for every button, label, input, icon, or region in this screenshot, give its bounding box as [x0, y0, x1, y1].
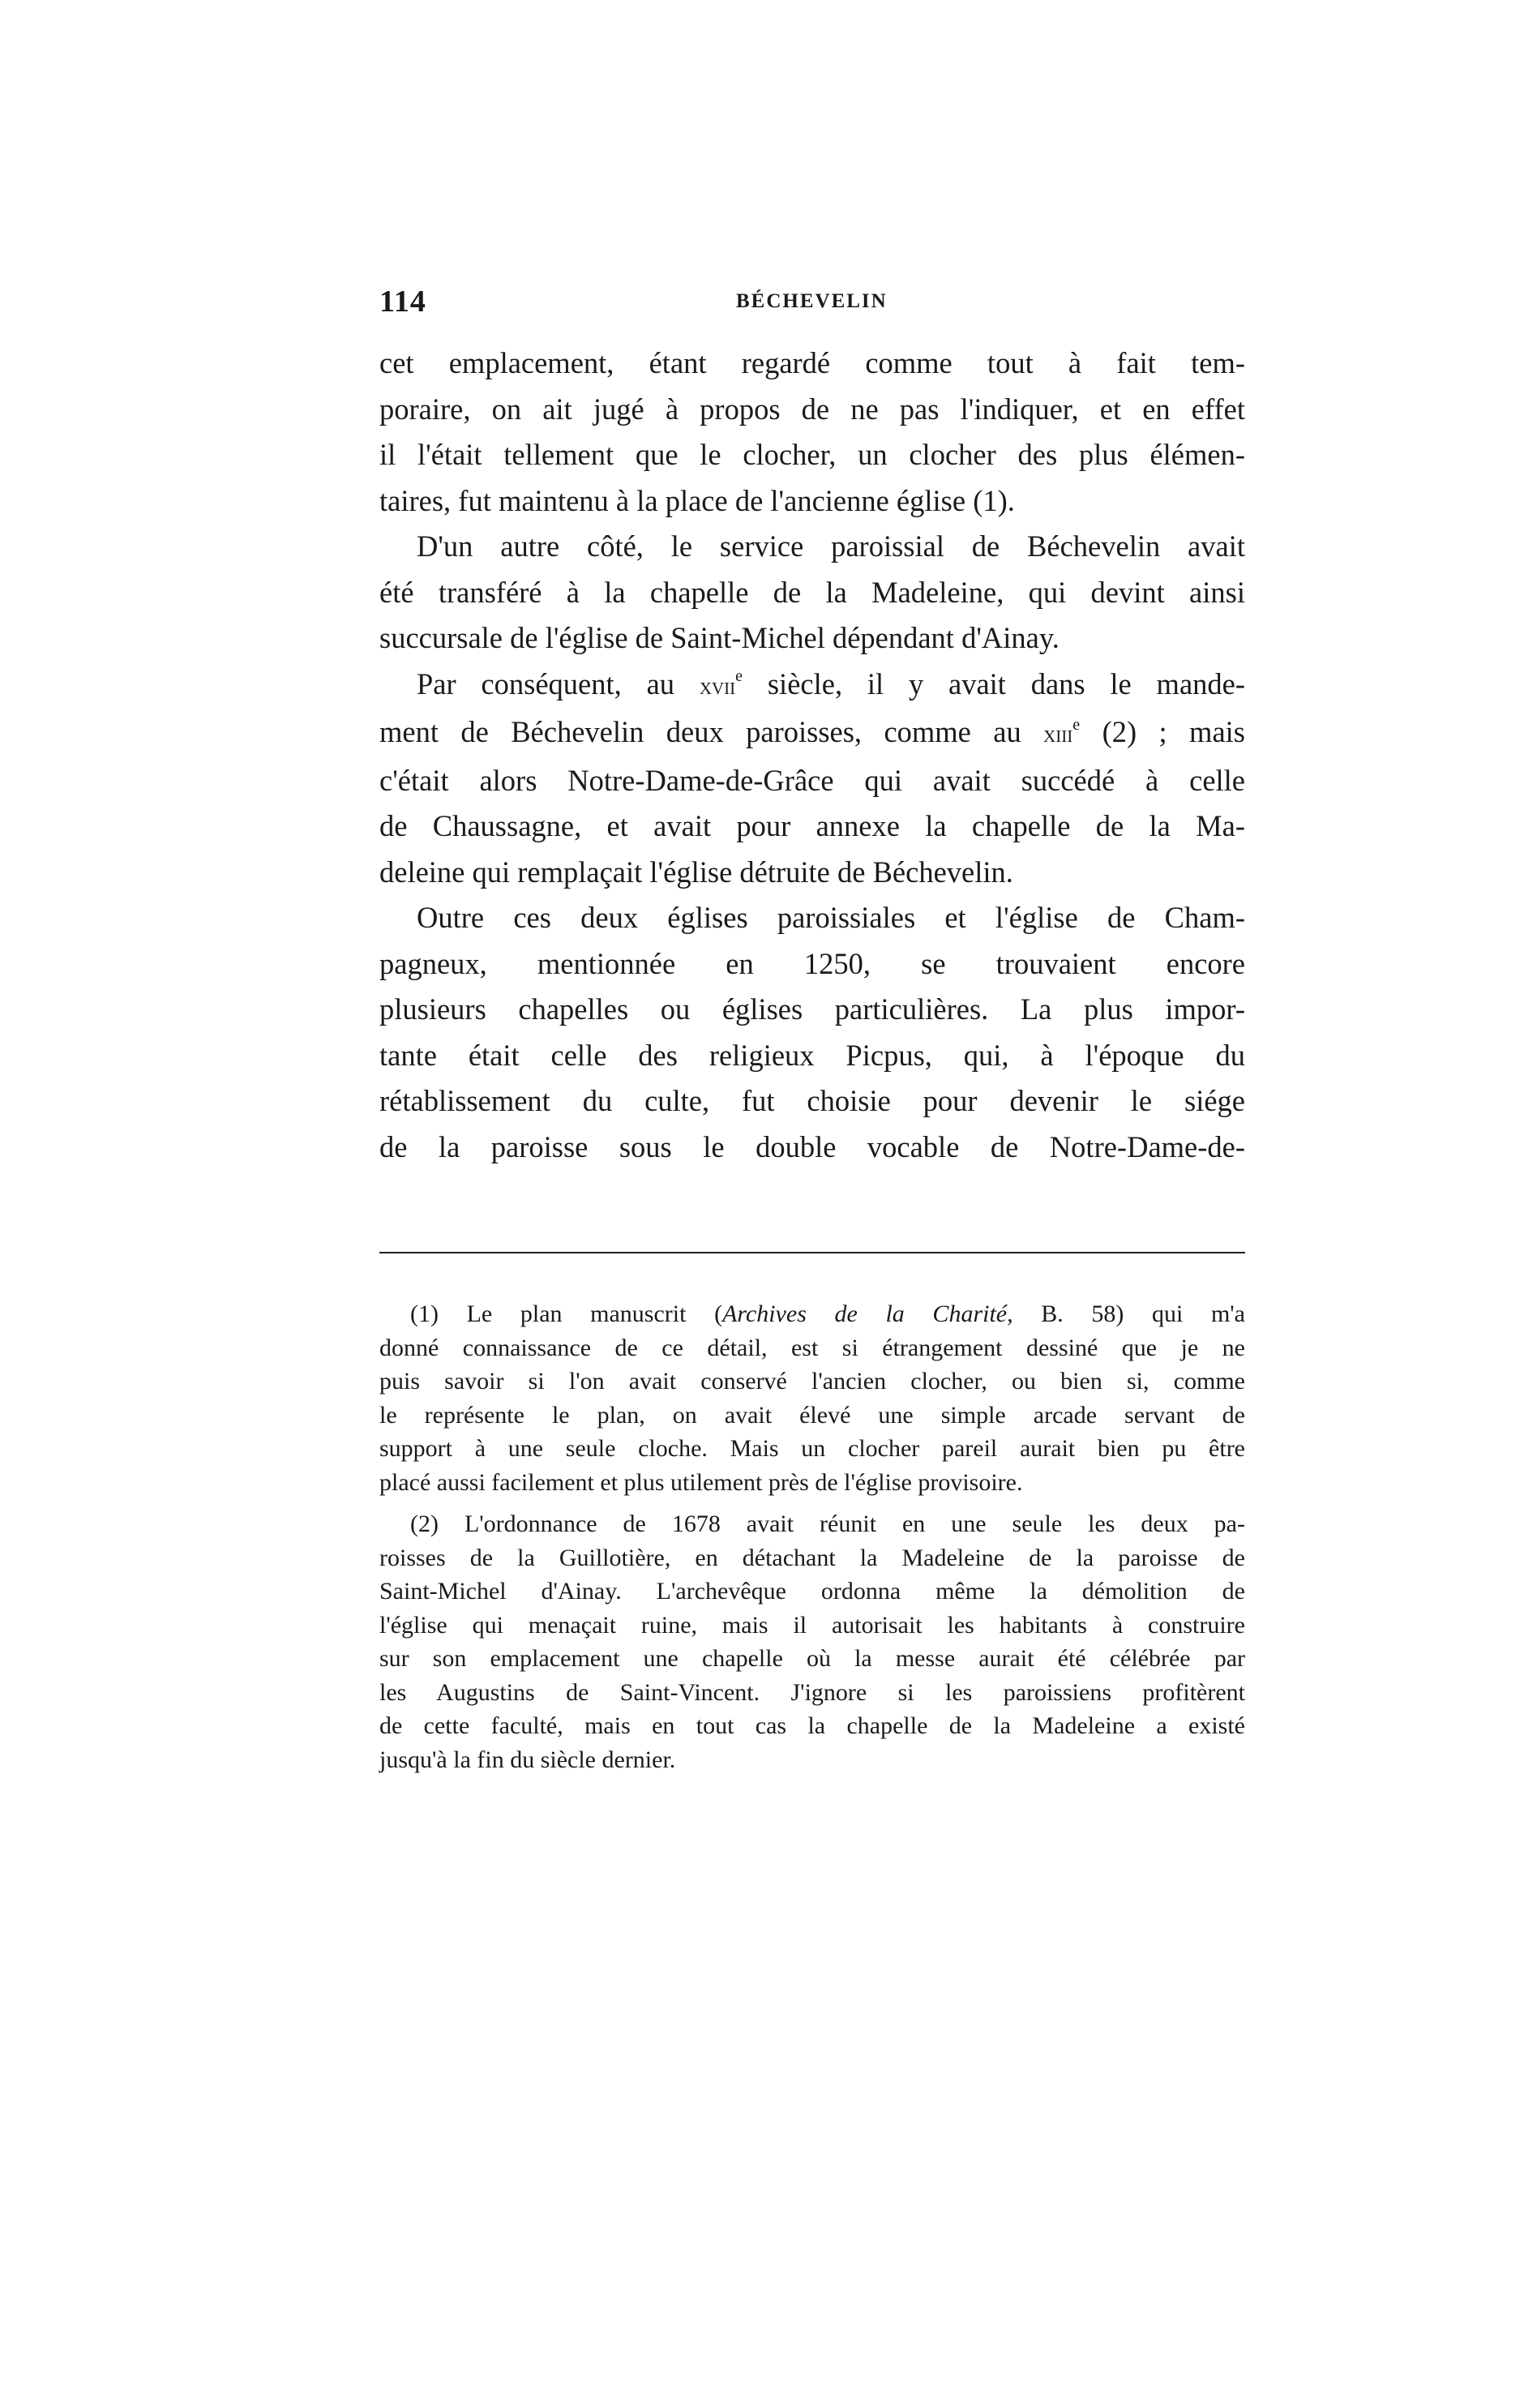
page-number: 114: [379, 285, 426, 319]
text-line: de la paroisse sous le double vocable de Notre-Dame-de-: [379, 1129, 1245, 1163]
text-line: D'un autre côté, le service paroissial de Béchevelin avait: [417, 529, 1245, 563]
text-line: de Chaussagne, et avait pour annexe la chapelle de la Ma-: [379, 809, 1245, 842]
running-head: [379, 284, 1245, 332]
text-segment: (1) Le plan manuscrit (: [410, 1300, 723, 1327]
text-line: pagneux, mentionnée en 1250, se trouvaient encore: [379, 946, 1245, 980]
footnote-line: jusqu'à la fin du siècle dernier.: [379, 1746, 676, 1773]
footnote-line: sur son emplacement une chapelle où la messe aurait été célébrée par: [379, 1645, 1245, 1672]
text-line: il l'était tellement que le clocher, un clocher des plus élémen-: [379, 438, 1245, 471]
source-title: Archives de la Charité,: [722, 1300, 1013, 1327]
footnote-line: de cette faculté, mais en tout cas la chapelle de la Madeleine a existé: [379, 1712, 1245, 1739]
paragraph-3: [379, 662, 1245, 896]
text-segment: ment de Béchevelin deux paroisses, comme au: [379, 715, 1044, 748]
footnote-line: roisses de la Guillotière, en détachant la Madeleine de la paroisse de: [379, 1544, 1245, 1571]
century-numeral: xiii: [1043, 721, 1073, 748]
text-line: [379, 662, 1245, 710]
footnote-rule: [379, 1252, 1245, 1253]
footnotes: [379, 1297, 1245, 1785]
superscript: e: [735, 667, 743, 686]
text-line: poraire, on ait jugé à propos de ne pas l'indiquer, et en effet: [379, 392, 1245, 426]
text-line: rétablissement du culte, fut choisie pour devenir le siége: [379, 1084, 1245, 1117]
running-title: BÉCHEVELIN: [736, 290, 888, 312]
text-line: [379, 709, 1245, 758]
superscript: e: [1072, 715, 1081, 734]
footnote-line: Saint-Michel d'Ainay. L'archevêque ordonna même la démolition de: [379, 1578, 1245, 1605]
footnote-2: [379, 1507, 1245, 1776]
footnote-line: le représente le plan, on avait élevé une simple arcade servant de: [379, 1401, 1245, 1429]
footnote-1: [379, 1297, 1245, 1499]
text-line: été transféré à la chapelle de la Madeleine, qui devint ainsi: [379, 575, 1245, 609]
text-segment: (2) ; mais: [1080, 715, 1245, 748]
text-segment: B. 58) qui m'a: [1012, 1300, 1245, 1327]
text-line: cet emplacement, étant regardé comme tout à fait tem-: [379, 346, 1245, 379]
paragraph-4: [379, 895, 1245, 1170]
text-line: succursale de l'église de Saint-Michel dépendant d'Ainay.: [379, 621, 1060, 654]
text-segment: Par conséquent, au: [417, 666, 700, 701]
text-line: deleine qui remplaçait l'église détruite de Béchevelin.: [379, 855, 1013, 889]
footnote-line: les Augustins de Saint-Vincent. J'ignore si les paroissiens profitèrent: [379, 1678, 1245, 1706]
text-line: c'était alors Notre-Dame-de-Grâce qui avait succédé à celle: [379, 763, 1245, 797]
paragraph-1: [379, 341, 1245, 524]
text-line: Outre ces deux églises paroissiales et l'église de Cham-: [417, 901, 1245, 934]
text-line: taires, fut maintenu à la place de l'ancienne église (1).: [379, 483, 1015, 517]
footnote-line: (2) L'ordonnance de 1678 avait réunit en une seule les deux pa-: [410, 1510, 1245, 1537]
footnote-line: support à une seule cloche. Mais un clocher pareil aurait bien pu être: [379, 1435, 1245, 1462]
footnote-line: l'église qui menaçait ruine, mais il autorisait les habitants à construire: [379, 1611, 1245, 1639]
text-line: plusieurs chapelles ou églises particulières. La plus impor-: [379, 992, 1245, 1026]
main-text: [379, 341, 1245, 1170]
footnote-line: donné connaissance de ce détail, est si étrangement dessiné que je ne: [379, 1334, 1245, 1361]
footnote-line: puis savoir si l'on avait conservé l'ancien clocher, ou bien si, comme: [379, 1368, 1245, 1395]
paragraph-2: [379, 524, 1245, 662]
century-numeral: xvii: [699, 672, 736, 700]
footnote-line: [379, 1297, 1245, 1331]
text-segment: siècle, il y avait dans le mande-: [743, 666, 1245, 701]
footnote-line: placé aussi facilement et plus utilement près de l'église provisoire.: [379, 1468, 1023, 1496]
text-line: tante était celle des religieux Picpus, qui, à l'époque du: [379, 1038, 1245, 1072]
